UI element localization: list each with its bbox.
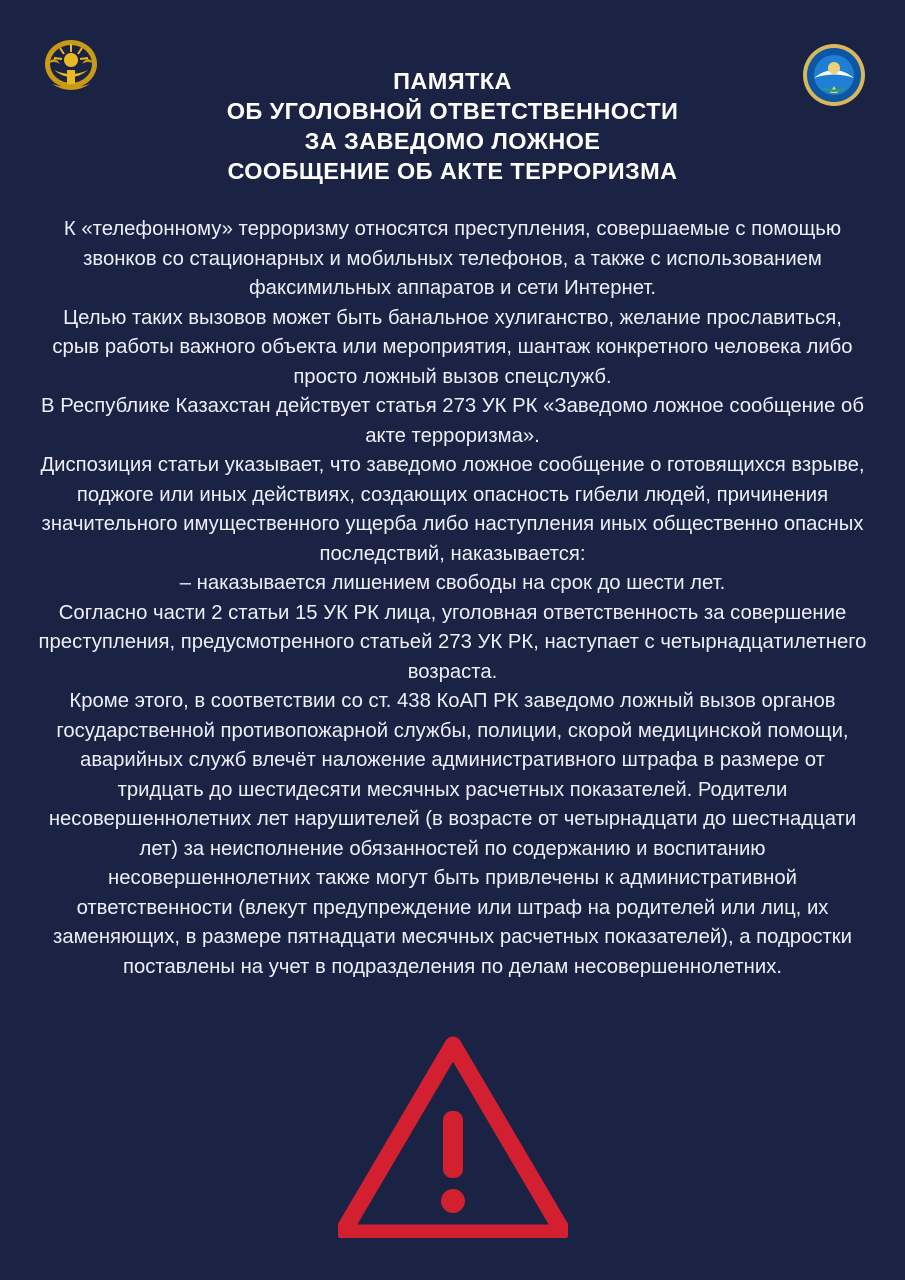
warning-exclamation-triangle-icon [338, 1033, 568, 1238]
poster-header [0, 0, 905, 200]
warning-sign-area [0, 1033, 905, 1238]
kazakhstan-state-emblem-icon [40, 30, 102, 96]
title-line-4: СООБЩЕНИЕ ОБ АКТЕ ТЕРРОРИЗМА [227, 158, 678, 184]
title-line-2: ОБ УГОЛОВНОЙ ОТВЕТСТВЕННОСТИ [226, 98, 679, 124]
poster-body [38, 215, 867, 982]
paragraph-1: К «телефонному» терроризму относятся преступления, совершаемые с помощью звонков со стационарных и мобильных телефонов, а также с использованием факсимильных аппаратов и сети Интернет. [63, 218, 842, 299]
paragraph-3: В Республике Казахстан действует статья 273 УК РК «Заведомо ложное сообщение об акте терроризма». [41, 395, 864, 447]
paragraph-6: Согласно части 2 статьи 15 УК РК лица, уголовная ответственность за совершение преступления, предусмотренного статьей 273 УК РК, наступает с четырнадцатилетнего возраста. [38, 601, 867, 683]
police-department-emblem-icon [801, 42, 867, 108]
paragraph-2: Целью таких вызовов может быть банальное хулиганство, желание прославиться, срыв работы важного объекта или мероприятия, шантаж конкретного человека либо просто ложный вызов спецслужб. [52, 306, 853, 388]
paragraph-4: Диспозиция статьи указывает, что заведомо ложное сообщение о готовящихся взрыве, поджоге или иных действиях, создающих опасность гибели людей, причинения значительного имущественного ущерба либо наступления иных общественно опасных последствий, наказывается: [40, 454, 865, 565]
title-line-3: ЗА ЗАВЕДОМО ЛОЖНОЕ [304, 128, 601, 154]
title-line-1: ПАМЯТКА [393, 68, 512, 94]
paragraph-7: Кроме этого, в соответствии со ст. 438 КоАП РК заведомо ложный вызов органов государственной противопожарной службы, полиции, скорой медицинской помощи, аварийных служб влечёт наложение административного штрафа в размере от тридцать до шестидесяти месячных расчетных показателей. Родители несовершеннолетних лет нарушителей (в возрасте от четырнадцати до шестнадцати лет) за неисполнение обязанностей по содержанию и воспитанию несовершеннолетних также могут быть привлечены к административной ответственности (влекут предупреждение или штраф на родителей или лиц, их заменяющих, в размере пятнадцати месячных расчетных показателей), а подростки поставлены на учет в подразделения по делам несовершеннолетних. [48, 690, 857, 978]
paragraph-5: – наказывается лишением свободы на срок до шести лет. [179, 572, 726, 594]
page-title [140, 66, 765, 186]
